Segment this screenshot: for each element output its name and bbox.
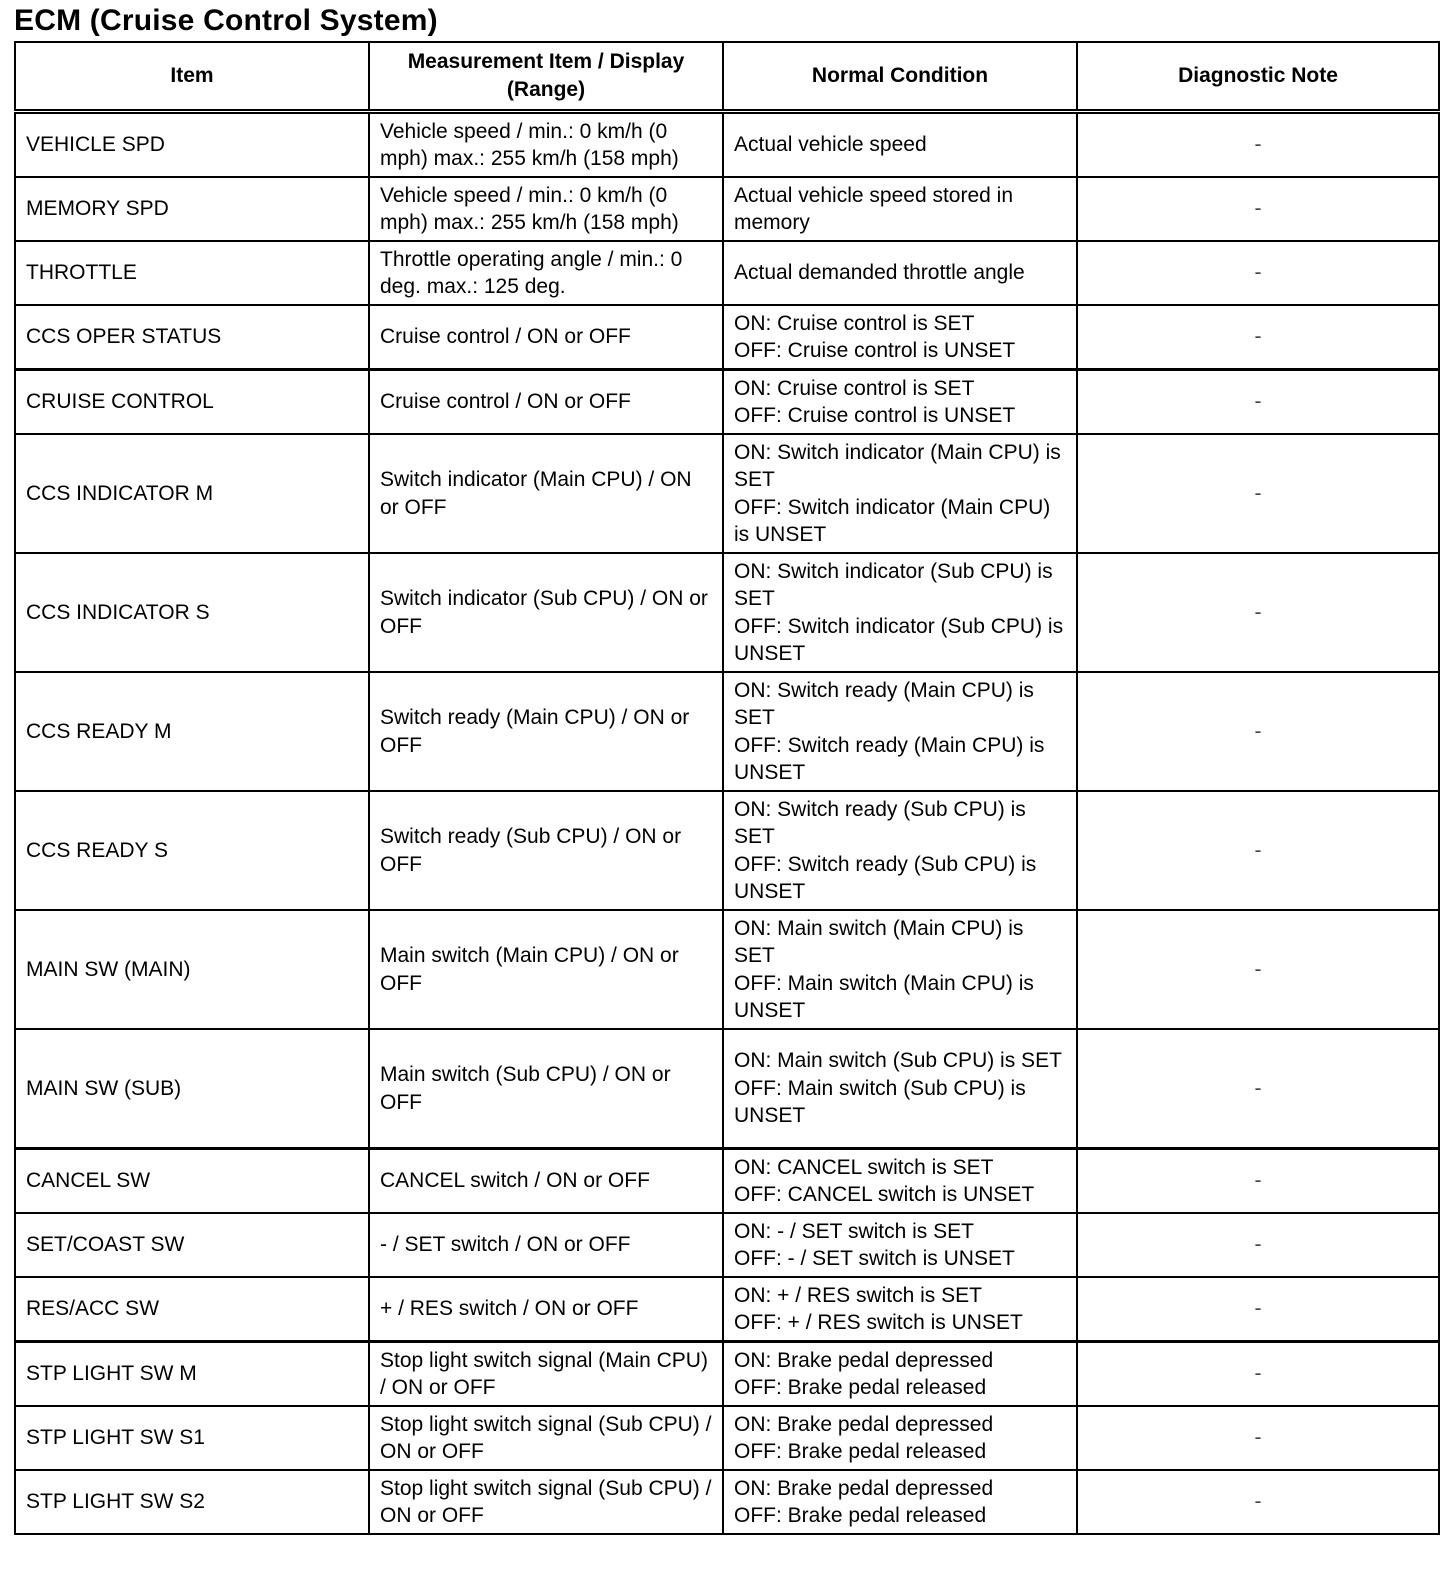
note-cell: - — [1077, 910, 1439, 1029]
note-cell: - — [1077, 791, 1439, 910]
measurement-cell: Switch ready (Sub CPU) / ON or OFF — [369, 791, 723, 910]
note-cell: - — [1077, 553, 1439, 672]
note-cell: - — [1077, 1470, 1439, 1534]
measurement-cell: Stop light switch signal (Sub CPU) / ON or OFF — [369, 1470, 723, 1534]
note-cell: - — [1077, 1029, 1439, 1149]
column-header-measurement: Measurement Item / Display (Range) — [369, 42, 723, 112]
measurement-cell: + / RES switch / ON or OFF — [369, 1277, 723, 1342]
table-row — [15, 1149, 1439, 1214]
condition-cell: ON: Brake pedal depressed OFF: Brake pedal released — [723, 1470, 1077, 1534]
condition-cell: ON: CANCEL switch is SET OFF: CANCEL switch is UNSET — [723, 1149, 1077, 1214]
condition-cell: ON: Main switch (Sub CPU) is SET OFF: Main switch (Sub CPU) is UNSET — [723, 1029, 1077, 1149]
item-cell: VEHICLE SPD — [15, 112, 369, 178]
note-cell: - — [1077, 241, 1439, 305]
note-cell: - — [1077, 1213, 1439, 1277]
table-row — [15, 1213, 1439, 1277]
condition-cell: Actual demanded throttle angle — [723, 241, 1077, 305]
item-cell: STP LIGHT SW M — [15, 1342, 369, 1407]
table-row — [15, 672, 1439, 791]
table-row — [15, 434, 1439, 553]
page-title: ECM (Cruise Control System) — [14, 4, 438, 37]
note-cell: - — [1077, 1149, 1439, 1214]
table-row — [15, 910, 1439, 1029]
table-row — [15, 177, 1439, 241]
table-row — [15, 112, 1439, 178]
table-row — [15, 370, 1439, 435]
item-cell: THROTTLE — [15, 241, 369, 305]
condition-cell: ON: Brake pedal depressed OFF: Brake pedal released — [723, 1406, 1077, 1470]
note-cell: - — [1077, 370, 1439, 435]
item-cell: SET/COAST SW — [15, 1213, 369, 1277]
item-cell: CANCEL SW — [15, 1149, 369, 1214]
item-cell: CCS INDICATOR S — [15, 553, 369, 672]
measurement-cell: - / SET switch / ON or OFF — [369, 1213, 723, 1277]
item-cell: MAIN SW (SUB) — [15, 1029, 369, 1149]
item-cell: CCS READY M — [15, 672, 369, 791]
note-cell: - — [1077, 305, 1439, 370]
note-cell: - — [1077, 1406, 1439, 1470]
note-cell: - — [1077, 1277, 1439, 1342]
measurement-cell: Switch ready (Main CPU) / ON or OFF — [369, 672, 723, 791]
table-row — [15, 1277, 1439, 1342]
measurement-cell: Cruise control / ON or OFF — [369, 305, 723, 370]
table-row — [15, 1342, 1439, 1407]
measurement-cell: Cruise control / ON or OFF — [369, 370, 723, 435]
table-row — [15, 791, 1439, 910]
item-cell: CCS INDICATOR M — [15, 434, 369, 553]
table-row — [15, 305, 1439, 370]
condition-cell: ON: Cruise control is SET OFF: Cruise control is UNSET — [723, 305, 1077, 370]
data-table — [14, 41, 1440, 1535]
condition-cell: ON: - / SET switch is SET OFF: - / SET switch is UNSET — [723, 1213, 1077, 1277]
condition-cell: ON: Brake pedal depressed OFF: Brake pedal released — [723, 1342, 1077, 1407]
measurement-cell: Stop light switch signal (Sub CPU) / ON or OFF — [369, 1406, 723, 1470]
item-cell: MAIN SW (MAIN) — [15, 910, 369, 1029]
table-body — [15, 112, 1439, 1535]
condition-cell: ON: Switch ready (Sub CPU) is SET OFF: Switch ready (Sub CPU) is UNSET — [723, 791, 1077, 910]
item-cell: CCS READY S — [15, 791, 369, 910]
column-header-condition: Normal Condition — [723, 42, 1077, 112]
table-header-row — [15, 42, 1439, 112]
table-row — [15, 241, 1439, 305]
condition-cell: ON: Switch indicator (Main CPU) is SET OFF: Switch indicator (Main CPU) is UNSET — [723, 434, 1077, 553]
item-cell: STP LIGHT SW S1 — [15, 1406, 369, 1470]
item-cell: CCS OPER STATUS — [15, 305, 369, 370]
item-cell: STP LIGHT SW S2 — [15, 1470, 369, 1534]
condition-cell: ON: Switch indicator (Sub CPU) is SET OFF: Switch indicator (Sub CPU) is UNSET — [723, 553, 1077, 672]
note-cell: - — [1077, 112, 1439, 178]
table-row — [15, 553, 1439, 672]
measurement-cell: Switch indicator (Main CPU) / ON or OFF — [369, 434, 723, 553]
note-cell: - — [1077, 434, 1439, 553]
note-cell: - — [1077, 177, 1439, 241]
note-cell: - — [1077, 672, 1439, 791]
item-cell: CRUISE CONTROL — [15, 370, 369, 435]
measurement-cell: Vehicle speed / min.: 0 km/h (0 mph) max.: 255 km/h (158 mph) — [369, 112, 723, 178]
table-row — [15, 1406, 1439, 1470]
condition-cell: Actual vehicle speed — [723, 112, 1077, 178]
measurement-cell: Switch indicator (Sub CPU) / ON or OFF — [369, 553, 723, 672]
item-cell: RES/ACC SW — [15, 1277, 369, 1342]
measurement-cell: CANCEL switch / ON or OFF — [369, 1149, 723, 1214]
measurement-cell: Throttle operating angle / min.: 0 deg. max.: 125 deg. — [369, 241, 723, 305]
note-cell: - — [1077, 1342, 1439, 1407]
condition-cell: Actual vehicle speed stored in memory — [723, 177, 1077, 241]
condition-cell: ON: Main switch (Main CPU) is SET OFF: Main switch (Main CPU) is UNSET — [723, 910, 1077, 1029]
condition-cell: ON: + / RES switch is SET OFF: + / RES switch is UNSET — [723, 1277, 1077, 1342]
table-row — [15, 1029, 1439, 1149]
column-header-note: Diagnostic Note — [1077, 42, 1439, 112]
measurement-cell: Stop light switch signal (Main CPU) / ON or OFF — [369, 1342, 723, 1407]
measurement-cell: Vehicle speed / min.: 0 km/h (0 mph) max.: 255 km/h (158 mph) — [369, 177, 723, 241]
measurement-cell: Main switch (Sub CPU) / ON or OFF — [369, 1029, 723, 1149]
column-header-item: Item — [15, 42, 369, 112]
item-cell: MEMORY SPD — [15, 177, 369, 241]
table-row — [15, 1470, 1439, 1534]
condition-cell: ON: Cruise control is SET OFF: Cruise control is UNSET — [723, 370, 1077, 435]
measurement-cell: Main switch (Main CPU) / ON or OFF — [369, 910, 723, 1029]
condition-cell: ON: Switch ready (Main CPU) is SET OFF: Switch ready (Main CPU) is UNSET — [723, 672, 1077, 791]
